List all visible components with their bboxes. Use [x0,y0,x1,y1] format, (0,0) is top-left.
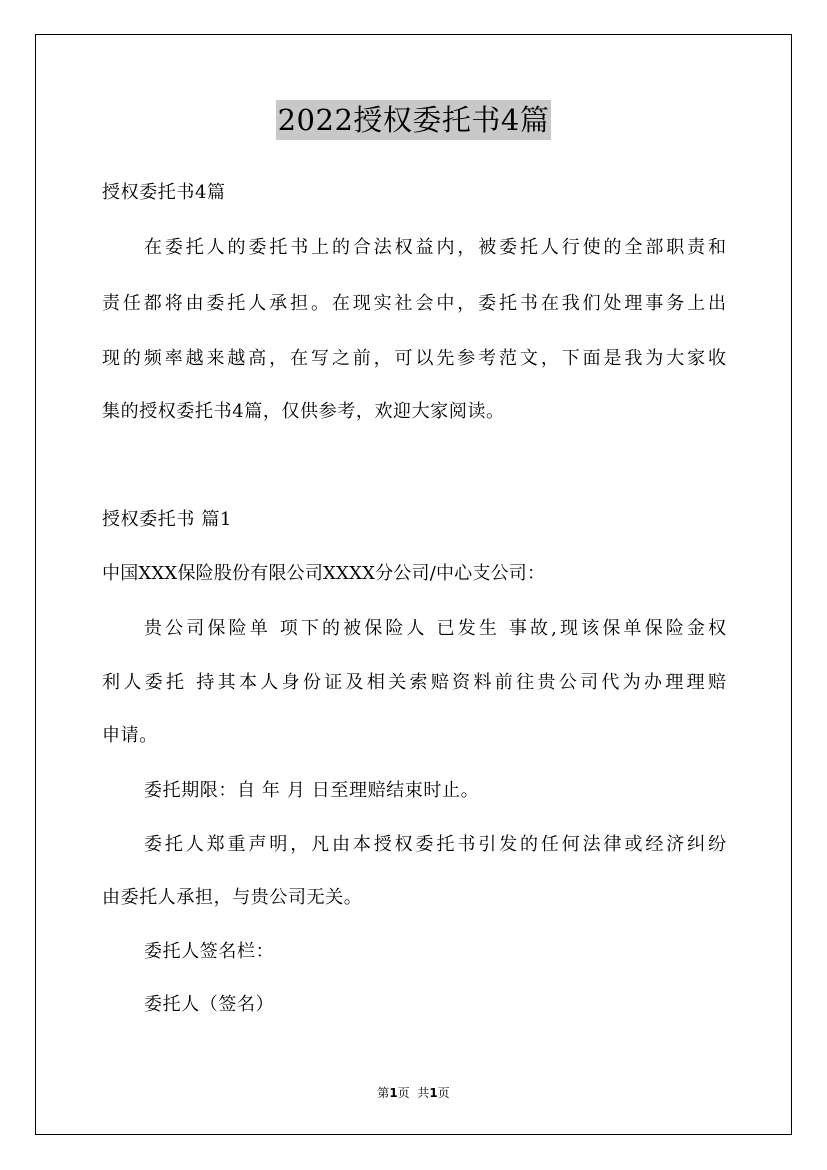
intro-line-3: 现的频率越来越高，在写之前，可以先参考范文，下面是我为大家收 [102,348,726,369]
subtitle: 授权委托书4篇 [102,182,226,203]
body-line-2: 利人委托 持其本人身份证及相关索赔资料前往贵公司代为办理理赔 [102,672,726,693]
addressee: 中国XXX保险股份有限公司XXXX分公司/中心支公司： [102,563,546,584]
footer-page-prefix: 第 [377,1086,390,1100]
footer-total-suffix: 页 [437,1086,450,1100]
body-line-3: 申请。 [102,725,158,746]
body-line-6: 由委托人承担，与贵公司无关。 [102,887,363,908]
body-line-5: 委托人郑重声明，凡由本授权委托书引发的任何法律或经济纠纷 [144,834,726,855]
signature-section: 委托人签名栏： [144,941,275,962]
body-line-4: 委托期限：自 年 月 日至理赔结束时止。 [144,780,480,801]
page-footer [0,1085,827,1101]
body-line-1: 贵公司保险单 项下的被保险人 已发生 事故,现该保单保险金权 [144,618,726,639]
document-title: 2022授权委托书4篇 [276,100,552,140]
intro-line-2: 责任都将由委托人承担。在现实社会中，委托书在我们处理事务上出 [102,293,726,314]
signature-line: 委托人（签名） [144,994,275,1015]
intro-line-1: 在委托人的委托书上的合法权益内，被委托人行使的全部职责和 [144,237,726,258]
footer-total-pages: 1 [429,1086,438,1100]
footer-page-number: 1 [389,1086,398,1100]
title-wrap [0,100,827,140]
footer-page-suffix: 页 共 [397,1086,430,1100]
intro-line-4: 集的授权委托书4篇，仅供参考，欢迎大家阅读。 [102,401,505,422]
section-heading: 授权委托书 篇1 [102,509,232,530]
